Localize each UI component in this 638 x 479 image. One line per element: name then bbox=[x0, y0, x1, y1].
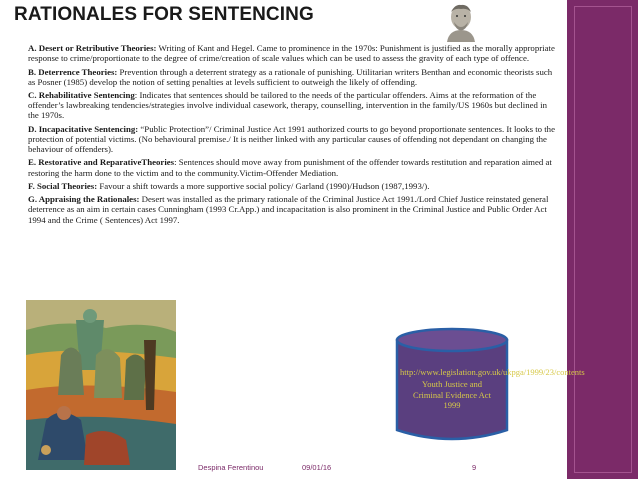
bullet-text: : Sentences should move away from punishment of the offender towards restitution and reparation aimed at restoring the harm done to the victim and to the community.Victim-Offender Mediation. bbox=[28, 157, 552, 178]
callout-line: 1999 bbox=[443, 400, 461, 410]
callout-line: Criminal Evidence Act bbox=[413, 389, 491, 400]
bullet-heading: A. Desert or Retributive Theories: bbox=[28, 43, 157, 53]
bullet-heading: E. Restorative and ReparativeTheories bbox=[28, 157, 175, 168]
bullet-list bbox=[6, 43, 558, 228]
bullet-item bbox=[6, 67, 558, 87]
footer-page-number: 9 bbox=[472, 463, 477, 472]
footer-author: Despina Ferentinou bbox=[198, 463, 264, 472]
bullet-heading: F. Social Theories: bbox=[28, 180, 98, 191]
callout-text bbox=[395, 379, 509, 411]
philosopher-bust-image bbox=[443, 2, 479, 42]
bullet-item bbox=[6, 124, 558, 155]
slide-title: RATIONALES FOR SENTENCING bbox=[14, 4, 314, 25]
bullet-text: Writing of Kant and Hegel. Came to prominence in the 1970s: Punishment is justified as the morally appropriate response to crime/proportionate to the degree of crime/creation of scale values which can be used to assess the gravity of each type of offence. bbox=[28, 43, 555, 64]
bullet-heading: G. Appraising the Rationales: bbox=[28, 194, 140, 205]
bullet-text: “Public Protection”/ Criminal Justice Act 1991 authorized courts to go beyond proportionate sentences. It looks to the protection of potential victims. (No behavioural premise./ It is neither linked with any particular causes of offending not dependant on changing the behaviour of offenders). bbox=[28, 123, 555, 155]
bullet-heading: B. Deterrence Theories: bbox=[28, 66, 118, 77]
bullet-text: Prevention through a deterrent strategy as a rationale of punishing. Utilitarian writers Benthan and economic theorists such as Posner (1985) develop the notion of setting penalties at levels sufficient to outweigh the likely of offending. bbox=[28, 66, 553, 87]
callout-line: Youth Justice and bbox=[421, 379, 483, 389]
painting-image bbox=[26, 300, 176, 470]
bullet-item bbox=[6, 194, 558, 225]
footer-date: 09/01/16 bbox=[302, 463, 332, 472]
right-accent-frame bbox=[574, 6, 632, 473]
bullet-item bbox=[6, 90, 558, 121]
bullet-heading: D. Incapacitative Sentencing: bbox=[28, 123, 139, 134]
bullet-item bbox=[6, 181, 558, 191]
bullet-text: : Indicates that sentences should be tailored to the needs of the particular offenders. Aims at the reformation of the offender’s lawbreaking tendencies/strategies involve individual casework, therapy, counselling, intervention in the family/US 1960s but declined in the 1970s. bbox=[28, 90, 547, 121]
bullet-text: Favour a shift towards a more supportive social policy/ Garland (1990)/Hudson (1987,1993/). bbox=[97, 180, 430, 191]
bullet-item bbox=[6, 43, 558, 63]
bullet-text: Desert was installed as the primary rationale of the Criminal Justice Act 1991./Lord Chief Justice reinstated general deterrence as an aim in certain cases Cunningham (1993 Cr.App.) and incapacitation is also prominent in the Criminal Justice and Public Order Act 1994 and the Crime ( Sentences) Act 1997. bbox=[28, 194, 549, 225]
bullet-item bbox=[6, 157, 558, 177]
legislation-link[interactable]: http://www.legislation.gov.uk/ukpga/1999/23/contents bbox=[400, 367, 585, 377]
bullet-heading: C. Rehabilitative Sentencing bbox=[28, 90, 135, 100]
